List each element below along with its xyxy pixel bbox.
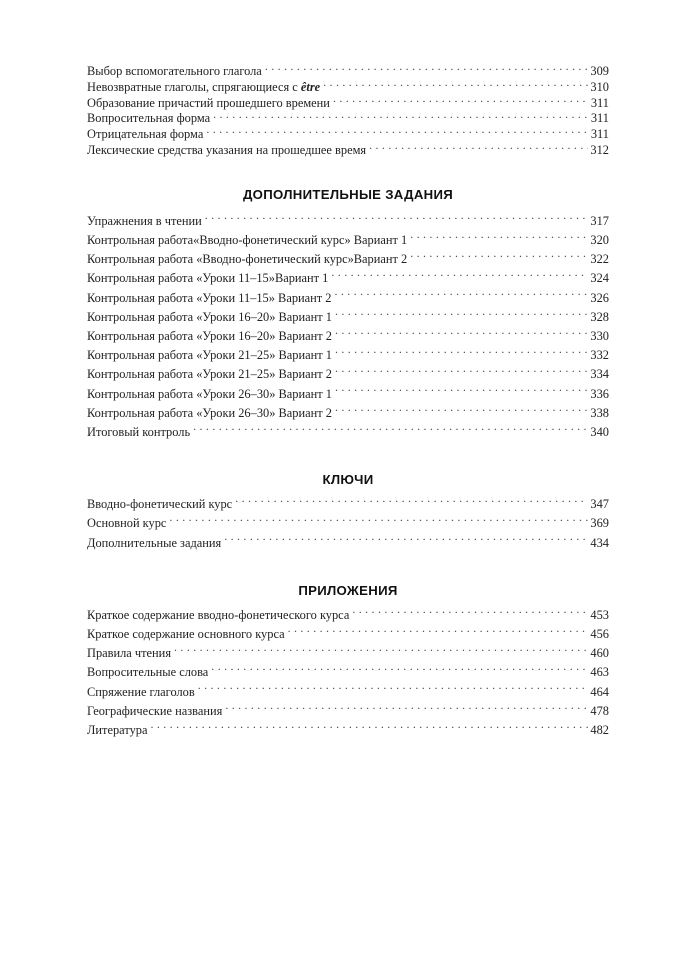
leader-dots	[198, 686, 589, 696]
toc-entry-page: 311	[590, 127, 609, 142]
toc-entry-page: 369	[590, 516, 609, 531]
toc-entry-title: Контрольная работа «Уроки 21–25» Вариант 2	[87, 367, 332, 382]
toc-entry-title: Лексические средства указания на прошедшее время	[87, 142, 367, 157]
toc-entry-page: 322	[590, 252, 609, 267]
toc-entry[interactable]	[87, 606, 609, 625]
toc-entry-page: 464	[590, 684, 609, 699]
toc-entry[interactable]	[87, 111, 609, 127]
toc-entry[interactable]	[87, 96, 609, 112]
section-heading-additional-tasks: ДОПОЛНИТЕЛЬНЫЕ ЗАДАНИЯ	[242, 186, 454, 202]
leader-dots	[335, 368, 588, 378]
toc-entry-page: 330	[590, 329, 609, 343]
leader-dots	[225, 705, 588, 715]
leader-dots	[335, 330, 588, 340]
toc-entry-title: Контрольная работа«Вводно-фонетический курс» Вариант 1	[87, 232, 408, 247]
leader-dots	[169, 517, 588, 527]
toc-entry[interactable]	[87, 365, 609, 384]
toc-entry-title: Краткое содержание основного курса	[87, 627, 285, 642]
toc-entry[interactable]	[87, 721, 609, 740]
toc-entry-title: Спряжение глаголов	[87, 684, 195, 699]
toc-entry-title: Основной курс	[87, 516, 167, 531]
toc-entry[interactable]	[87, 663, 609, 682]
toc-entry-page: 311	[590, 111, 609, 126]
leader-dots	[206, 128, 589, 138]
toc-entry-title: Вводно-фонетический курс	[87, 497, 233, 512]
leader-dots	[265, 65, 589, 75]
toc-entry-title: Вопросительная форма	[87, 111, 211, 126]
toc-entry[interactable]	[87, 404, 609, 423]
toc-entry[interactable]	[87, 423, 609, 442]
toc-entry-page: 317	[590, 213, 609, 228]
toc-entry-title: Дополнительные задания	[87, 535, 222, 550]
toc-entry-title: Правила чтения	[87, 646, 172, 661]
leader-dots	[224, 537, 588, 547]
leader-dots	[150, 724, 588, 734]
toc-entry[interactable]	[87, 625, 609, 644]
toc-entry-page: 453	[590, 607, 609, 622]
leader-dots	[333, 97, 589, 107]
grammar-past-tense-section	[87, 64, 609, 159]
toc-entry-page: 324	[590, 271, 609, 286]
appendices-section	[87, 606, 609, 740]
toc-entry[interactable]	[87, 127, 609, 143]
toc-entry[interactable]	[87, 514, 609, 533]
toc-entry[interactable]	[87, 702, 609, 721]
leader-dots	[213, 112, 589, 122]
toc-entry-title: Упражнения в чтении	[87, 213, 202, 228]
leader-dots	[335, 388, 588, 398]
toc-entry-page: 482	[590, 723, 609, 738]
toc-entry[interactable]	[87, 212, 609, 231]
toc-entry-title: Контрольная работа «Уроки 11–15»Вариант 1	[87, 271, 329, 286]
toc-entry[interactable]	[87, 683, 609, 702]
leader-dots	[335, 407, 588, 417]
toc-entry[interactable]	[87, 346, 609, 365]
toc-entry[interactable]	[87, 80, 609, 96]
toc-entry-title: Итоговый контроль	[87, 425, 191, 440]
leader-dots	[211, 666, 588, 676]
leader-dots	[335, 311, 588, 321]
toc-entry[interactable]	[87, 495, 609, 514]
toc-entry-title: Контрольная работа «Уроки 16–20» Вариант 1	[87, 309, 332, 324]
toc-entry[interactable]	[87, 327, 609, 346]
toc-entry-page: 328	[590, 309, 609, 324]
leader-dots	[235, 498, 588, 508]
toc-entry-page: 336	[590, 386, 609, 401]
toc-entry-title: Контрольная работа «Вводно-фонетический курс»Вариант 2	[87, 252, 408, 267]
leader-dots	[174, 647, 588, 657]
leader-dots	[323, 81, 588, 91]
toc-entry-page: 456	[590, 627, 609, 642]
toc-entry[interactable]	[87, 289, 609, 308]
toc-entry-page: 310	[590, 79, 609, 94]
toc-entry-page: 460	[590, 646, 609, 661]
toc-entry-page: 312	[590, 142, 609, 157]
toc-entry-page: 311	[590, 95, 609, 110]
toc-entry-page: 338	[590, 405, 609, 420]
toc-entry[interactable]	[87, 534, 609, 553]
toc-entry-title: Контрольная работа «Уроки 21–25» Вариант 1	[87, 348, 332, 363]
leader-dots	[410, 234, 588, 244]
leader-dots	[205, 215, 589, 225]
toc-entry[interactable]	[87, 250, 609, 269]
toc-entry-title: Отрицательная форма	[87, 127, 204, 142]
toc-entry-title: Контрольная работа «Уроки 26–30» Вариант 1	[87, 386, 332, 401]
leader-dots	[288, 628, 589, 638]
leader-dots	[331, 272, 588, 282]
toc-entry-page: 434	[590, 535, 609, 550]
toc-entry-page: 326	[590, 290, 609, 305]
section-heading-appendices: ПРИЛОЖЕНИЯ	[298, 582, 398, 598]
leader-dots	[335, 349, 588, 359]
toc-entry-title: Вопросительные слова	[87, 665, 209, 680]
toc-entry-title: Краткое содержание вводно-фонетического курса	[87, 607, 350, 622]
leader-dots	[193, 426, 588, 436]
toc-entry-page: 309	[590, 64, 609, 78]
toc-entry-title	[87, 80, 323, 96]
toc-entry-page: 340	[590, 425, 609, 440]
leader-dots	[369, 144, 588, 154]
toc-entry-title: Контрольная работа «Уроки 11–15» Вариант 2	[87, 290, 332, 305]
section-heading-keys: КЛЮЧИ	[322, 472, 374, 488]
toc-entry-page: 347	[590, 497, 609, 512]
keys-section	[87, 495, 609, 553]
toc-entry-title-prefix: Невозвратные глаголы, спрягающиеся с	[87, 79, 301, 94]
toc-entry-page: 478	[590, 703, 609, 718]
toc-entry-title: Географические названия	[87, 703, 223, 718]
additional-tasks-section	[87, 212, 609, 442]
toc-entry-page: 332	[590, 348, 609, 363]
toc-entry-title: Контрольная работа «Уроки 26–30» Вариант 2	[87, 405, 332, 420]
toc-entry-title: Выбор вспомогательного глагола	[87, 64, 262, 78]
toc-entry-title-emphasis: être	[300, 79, 321, 94]
toc-entry-title: Контрольная работа «Уроки 16–20» Вариант 2	[87, 329, 332, 343]
table-of-contents	[87, 64, 609, 740]
toc-entry[interactable]	[87, 269, 609, 288]
leader-dots	[334, 292, 588, 302]
toc-entry[interactable]	[87, 143, 609, 159]
toc-entry[interactable]	[87, 644, 609, 663]
toc-entry[interactable]	[87, 385, 609, 404]
toc-entry-page: 320	[590, 232, 609, 247]
leader-dots	[352, 609, 588, 619]
toc-entry-page: 463	[590, 665, 609, 680]
toc-entry-title: Литература	[87, 723, 148, 738]
toc-entry[interactable]	[87, 308, 609, 327]
toc-entry[interactable]	[87, 231, 609, 250]
toc-entry[interactable]	[87, 64, 609, 80]
toc-entry-page: 334	[590, 367, 609, 382]
toc-entry-title: Образование причастий прошедшего времени	[87, 95, 330, 110]
leader-dots	[410, 253, 588, 263]
